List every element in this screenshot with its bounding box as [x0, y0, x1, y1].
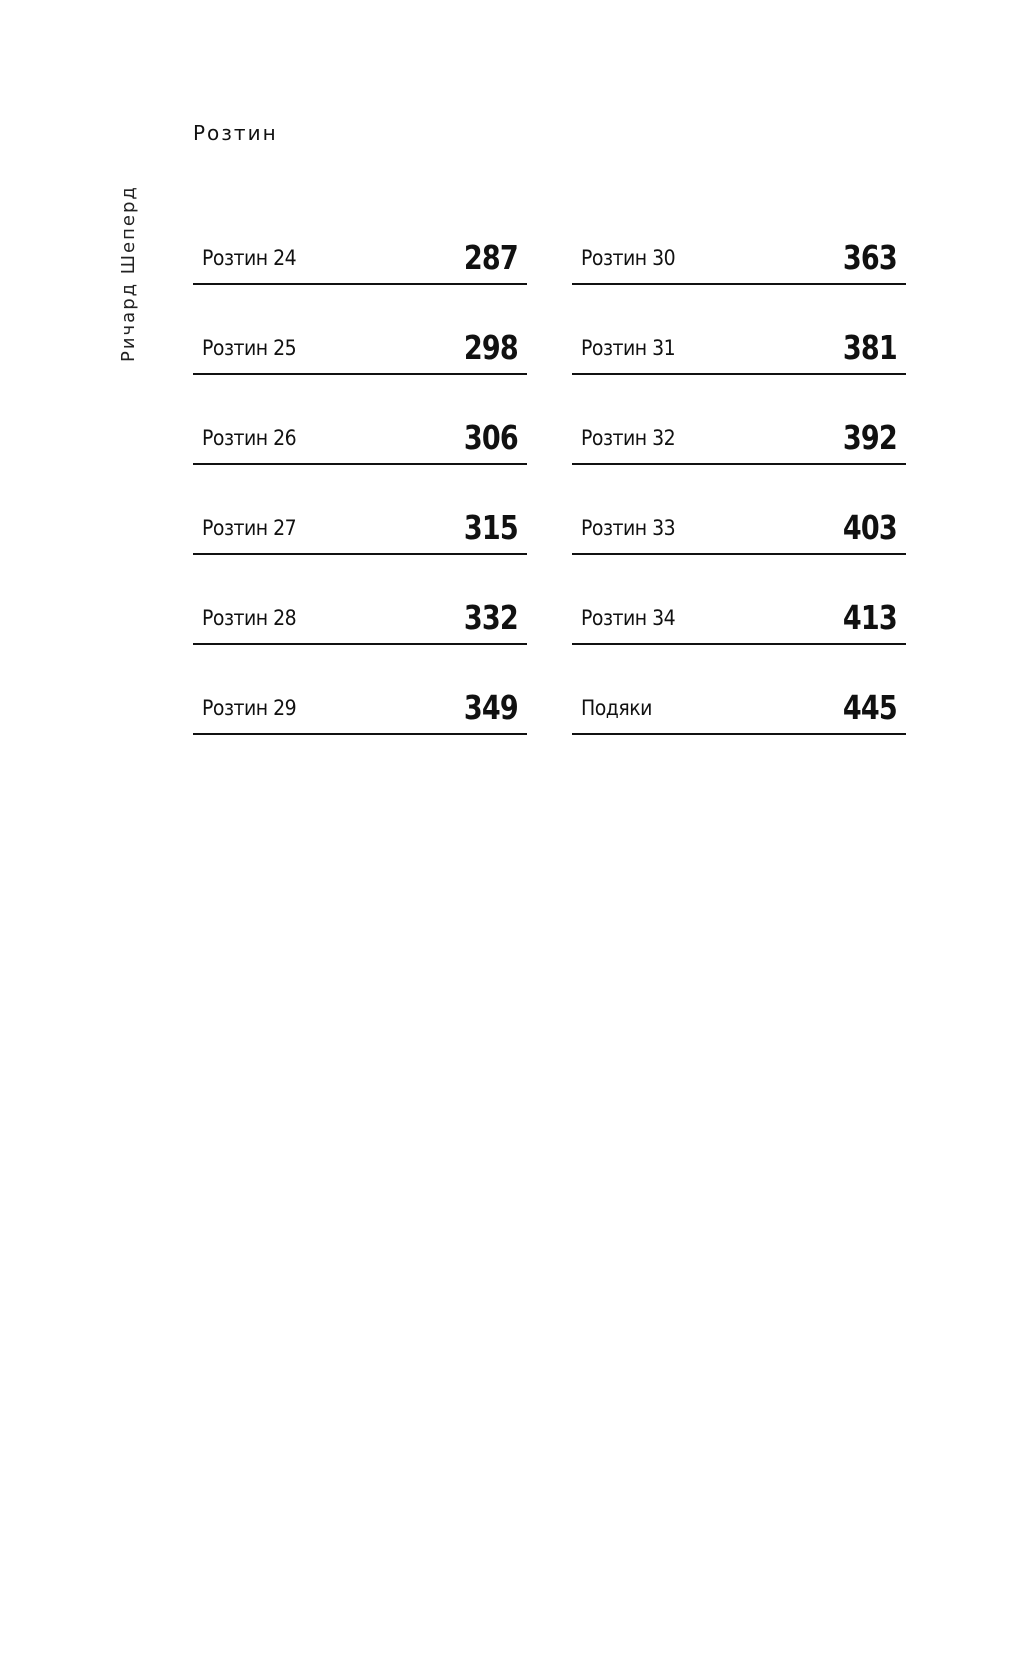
toc-entry-label: Розтин 30: [581, 246, 676, 270]
toc-entry-label: Розтин 27: [202, 516, 297, 540]
toc-entry-rule: [572, 553, 906, 555]
table-of-contents: [193, 232, 906, 772]
toc-entry[interactable]: [572, 412, 906, 502]
toc-entry-rule: [193, 643, 527, 645]
toc-entry-rule: [193, 373, 527, 375]
toc-entry-page: 381: [842, 328, 897, 367]
toc-entry-label: Розтин 31: [581, 336, 676, 360]
toc-entry[interactable]: [193, 682, 527, 772]
toc-entry-rule: [572, 733, 906, 735]
toc-entry-page: 445: [842, 688, 897, 727]
toc-entry-page: 298: [463, 328, 518, 367]
toc-entry[interactable]: [193, 592, 527, 682]
running-author: Ричард Шеперд: [118, 185, 139, 362]
toc-entry[interactable]: [572, 232, 906, 322]
toc-entry-page: 413: [842, 598, 897, 637]
toc-entry-label: Розтин 33: [581, 516, 676, 540]
toc-entry-label: Подяки: [581, 696, 652, 720]
toc-entry-rule: [572, 283, 906, 285]
toc-entry[interactable]: [572, 592, 906, 682]
toc-entry-page: 332: [463, 598, 518, 637]
toc-entry-label: Розтин 29: [202, 696, 297, 720]
toc-entry[interactable]: [572, 322, 906, 412]
toc-entry-label: Розтин 25: [202, 336, 297, 360]
toc-entry[interactable]: [193, 232, 527, 322]
toc-entry-page: 315: [463, 508, 518, 547]
toc-entry-page: 306: [463, 418, 518, 457]
toc-entry[interactable]: [193, 502, 527, 592]
toc-entry-page: 287: [463, 238, 518, 277]
toc-entry-rule: [193, 553, 527, 555]
toc-entry-label: Розтин 26: [202, 426, 297, 450]
toc-entry-rule: [572, 373, 906, 375]
toc-entry-label: Розтин 24: [202, 246, 297, 270]
toc-entry-label: Розтин 28: [202, 606, 297, 630]
toc-entry-rule: [572, 463, 906, 465]
toc-entry-page: 363: [842, 238, 897, 277]
toc-entry-rule: [193, 463, 527, 465]
toc-entry[interactable]: [193, 412, 527, 502]
toc-entry[interactable]: [193, 322, 527, 412]
section-title: Розтин: [193, 121, 278, 145]
toc-entry-page: 392: [842, 418, 897, 457]
toc-entry-rule: [193, 733, 527, 735]
toc-entry-rule: [572, 643, 906, 645]
toc-entry-label: Розтин 34: [581, 606, 676, 630]
toc-entry-page: 349: [463, 688, 518, 727]
toc-entry-rule: [193, 283, 527, 285]
toc-entry-label: Розтин 32: [581, 426, 676, 450]
toc-entry[interactable]: [572, 502, 906, 592]
toc-entry[interactable]: [572, 682, 906, 772]
toc-entry-page: 403: [842, 508, 897, 547]
